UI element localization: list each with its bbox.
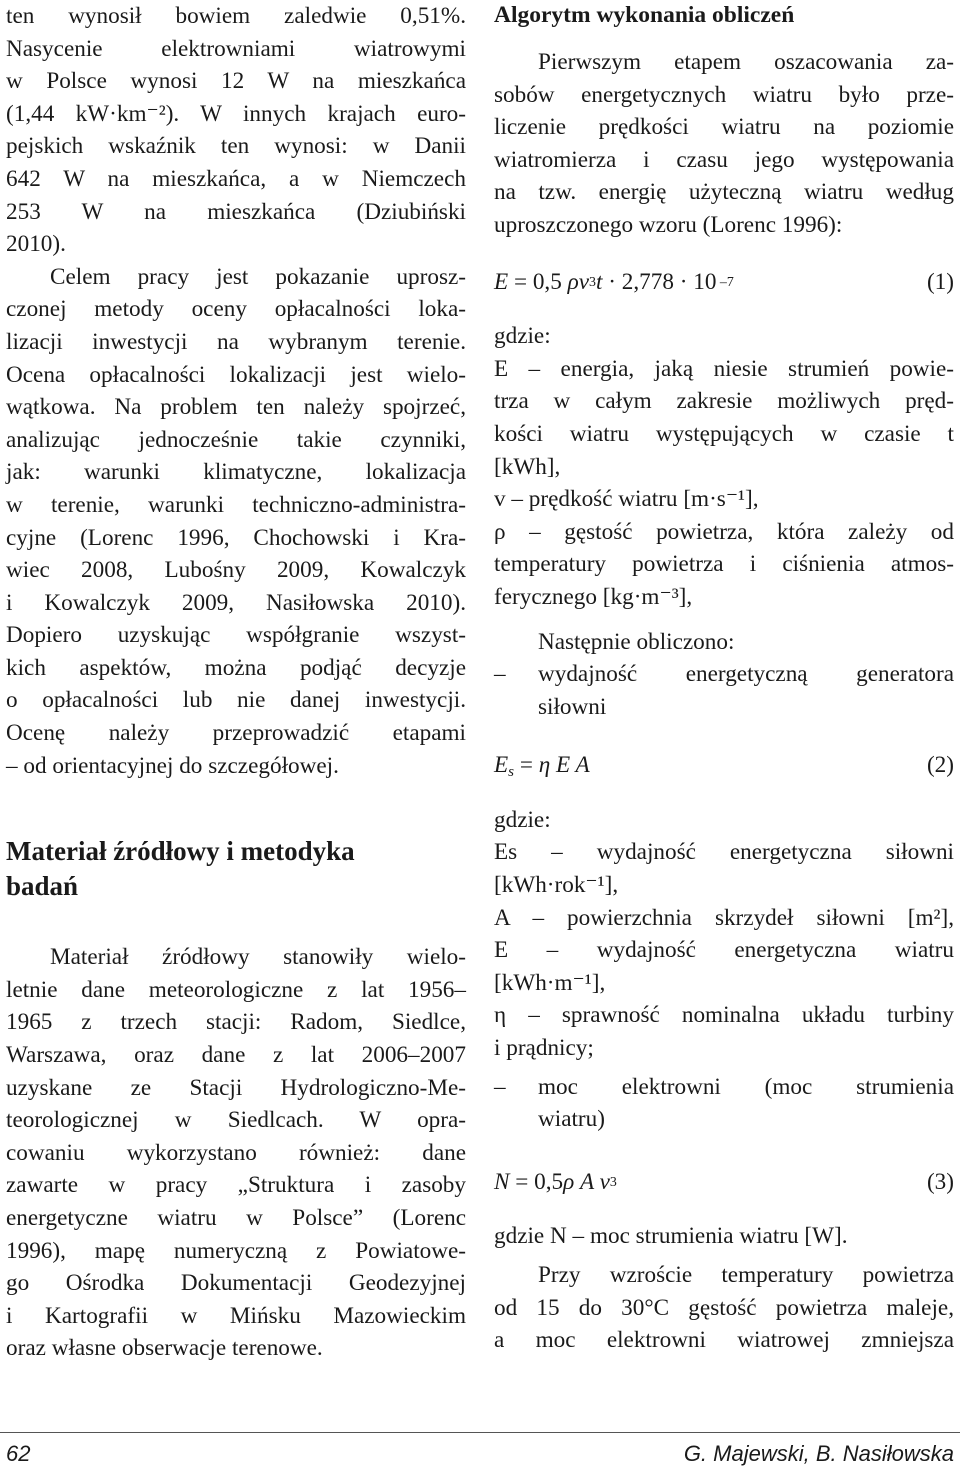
text-line: oraz własne obserwacje terenowe. bbox=[6, 1335, 323, 1362]
text-line: pejskich wskaźnik ten wynosi: w Danii bbox=[6, 133, 466, 160]
text-line: lizacji inwestycji na wybranym terenie. bbox=[6, 328, 466, 355]
text-line: siłowni bbox=[538, 693, 607, 720]
bullet-item-1-cont bbox=[494, 691, 954, 724]
intro-paragraph bbox=[6, 0, 466, 261]
text-line: liczenie prędkości wiatru na poziomie bbox=[494, 114, 954, 141]
text-line: Nasycenie elektrowniami wiatrowymi bbox=[6, 35, 466, 62]
section-heading: Materiał źródłowy i metodyka badań bbox=[6, 836, 355, 902]
gdzie-label: gdzie: bbox=[494, 806, 551, 833]
text-line: (1,44 kW·km⁻²). W innych krajach euro- bbox=[6, 100, 466, 127]
equation-1-formula: E = 0,5 $\rho v^3t \cdot 2,778 \cdot 10$ $^{-7}$ bbox=[494, 268, 734, 295]
text-line: Ocena opłacalności lokalizacji jest wielo- bbox=[6, 361, 466, 388]
text-line: na tzw. energię użyteczną wiatru według bbox=[494, 179, 954, 206]
page-number: 62 bbox=[6, 1441, 31, 1466]
equation-1-number: (1) bbox=[926, 268, 954, 295]
text-line: [kWh·m⁻¹], bbox=[494, 969, 606, 996]
text-line: sobów energetycznych wiatru było prze- bbox=[494, 81, 954, 108]
text-line: wydajność energetyczną generatora bbox=[538, 661, 954, 688]
text-line: 2010). bbox=[6, 231, 66, 258]
text-line: go Ośrodka Dokumentacji Geodezyjnej bbox=[6, 1270, 466, 1297]
text-line: energetyczne wiatru w Polsce” (Lorenc bbox=[6, 1205, 466, 1231]
text-line: a moc elektrowni wiatrowej zmniejsza bbox=[494, 1327, 954, 1354]
text-line: 1965 z trzech stacji: Radom, Siedlce, bbox=[6, 1009, 466, 1036]
dash-bullet: – bbox=[494, 1073, 506, 1100]
text-line: i Kowalczyk 2009, Nasiłowska 2010). bbox=[6, 589, 466, 616]
algorithm-paragraph bbox=[494, 46, 954, 242]
text-line: [kWh], bbox=[494, 453, 561, 480]
text-line: kich aspektów, można podjąć decyzje bbox=[6, 654, 466, 681]
bullet-item-1 bbox=[494, 658, 954, 691]
equation-2 bbox=[494, 749, 954, 782]
definitions-2 bbox=[494, 836, 954, 1064]
text-line: ferycznego [kg·m⁻³], bbox=[494, 583, 693, 610]
left-column bbox=[6, 0, 466, 1365]
text-line: – od orientacyjnej do szczegółowej. bbox=[6, 752, 339, 779]
closing-paragraph bbox=[494, 1259, 954, 1357]
text-line: czonej metody oceny opłacalności loka- bbox=[6, 296, 466, 323]
text-line: Następnie obliczono: bbox=[538, 628, 735, 655]
text-line: Przy wzroście temperatury powietrza bbox=[538, 1262, 954, 1288]
text-line: zawarte w pracy „Struktura i zasoby bbox=[6, 1172, 466, 1199]
text-line: 642 W na mieszkańca, a w Niemczech bbox=[6, 165, 466, 192]
text-line: cowaniu wykorzystano również: dane bbox=[6, 1139, 466, 1166]
gdzie-label: gdzie: bbox=[494, 323, 551, 350]
text-line: letnie dane meteorologiczne z lat 1956– bbox=[6, 976, 466, 1003]
aim-paragraph bbox=[6, 261, 466, 783]
text-line: v – prędkość wiatru [m·s⁻¹], bbox=[494, 486, 759, 513]
text-line: kości wiatru występujących w czasie t bbox=[494, 420, 954, 447]
dash-bullet: – bbox=[494, 661, 506, 688]
bullet-item-2-cont bbox=[494, 1103, 954, 1136]
text-line: Es – wydajność energetyczna siłowni bbox=[494, 839, 954, 866]
text-line: Dopiero uzyskując współgranie wszyst- bbox=[6, 622, 466, 649]
text-line: wątkowa. Na problem ten należy spojrzeć, bbox=[6, 394, 466, 421]
text-line: E – wydajność energetyczna wiatru bbox=[494, 937, 954, 964]
text-line: A – powierzchnia skrzydeł siłowni [m²], bbox=[494, 904, 954, 931]
text-line: η – sprawność nominalna układu turbiny bbox=[494, 1002, 954, 1029]
equation-3-number: (3) bbox=[926, 1168, 954, 1195]
text-line: Warszawa, oraz dane z lat 2006–2007 bbox=[6, 1042, 466, 1069]
text-line: uproszczonego wzoru (Lorenc 1996): bbox=[494, 211, 843, 238]
text-line: wiec 2008, Lubośny 2009, Kowalczyk bbox=[6, 557, 466, 584]
subsection-heading: Algorytm wykonania obliczeń bbox=[494, 2, 795, 28]
material-paragraph bbox=[6, 941, 466, 1365]
text-line: wiatromierza i czasu jego występowania bbox=[494, 146, 954, 173]
text-line: i prądnicy; bbox=[494, 1035, 594, 1062]
equation-2-number: (2) bbox=[926, 752, 954, 779]
running-authors: G. Majewski, B. Nasiłowska bbox=[683, 1441, 954, 1466]
text-line: 1996), mapę numeryczną z Powiatowe- bbox=[6, 1237, 466, 1264]
text-line: trza w całym zakresie możliwych pręd- bbox=[494, 388, 954, 415]
equation-3-formula: N = 0,5ρ A $v^3$ bbox=[494, 1168, 617, 1195]
text-line: 253 W na mieszkańca (Dziubiński bbox=[6, 198, 466, 225]
text-line: i Kartografii w Mińsku Mazowieckim bbox=[6, 1302, 466, 1329]
text-line: cyjne (Lorenc 1996, Chochowski i Kra- bbox=[6, 524, 466, 551]
equation-1 bbox=[494, 266, 954, 299]
text-line: Celem pracy jest pokazanie uprosz- bbox=[50, 263, 466, 290]
text-line: wiatru) bbox=[538, 1106, 605, 1133]
text-line: w terenie, warunki techniczno-administra- bbox=[6, 491, 466, 518]
bullet-item-2 bbox=[494, 1071, 954, 1104]
text-line: ρ – gęstość powietrza, która zależy od bbox=[494, 518, 954, 545]
text-line: jak: warunki klimatyczne, lokalizacja bbox=[6, 459, 466, 486]
equation-2-formula: $E_s = \eta$ E A bbox=[494, 752, 590, 781]
text-line: w Polsce wynosi 12 W na mieszkańca bbox=[6, 68, 466, 95]
text-line: o opłacalności lub nie danej inwestycji. bbox=[6, 687, 466, 714]
text-line: ten wynosił bowiem zaledwie 0,51%. bbox=[6, 3, 466, 29]
text-line: Pierwszym etapem oszacowania za- bbox=[538, 49, 954, 75]
text-line: Materiał źródłowy stanowiły wielo- bbox=[50, 944, 466, 971]
text-line: moc elektrowni (moc strumienia bbox=[538, 1073, 954, 1100]
equation-3 bbox=[494, 1166, 954, 1199]
text-line: teorologicznej w Siedlcach. W opra- bbox=[6, 1107, 466, 1134]
footer-rule bbox=[0, 1432, 960, 1433]
text-line: gdzie N – moc strumienia wiatru [W]. bbox=[494, 1223, 848, 1250]
text-line: temperatury powietrza i ciśnienia atmos- bbox=[494, 551, 954, 578]
text-line: uzyskane ze Stacji Hydrologiczno-Me- bbox=[6, 1074, 466, 1101]
definitions-1 bbox=[494, 353, 954, 614]
text-line: analizując jednocześnie takie czynniki, bbox=[6, 426, 466, 453]
text-line: od 15 do 30°C gęstość powietrza maleje, bbox=[494, 1294, 954, 1321]
text-line: E – energia, jaką niesie strumień powie- bbox=[494, 355, 954, 382]
text-line: [kWh·rok⁻¹], bbox=[494, 872, 619, 899]
text-line: Ocenę należy przeprowadzić etapami bbox=[6, 720, 466, 747]
right-column bbox=[494, 0, 954, 1357]
